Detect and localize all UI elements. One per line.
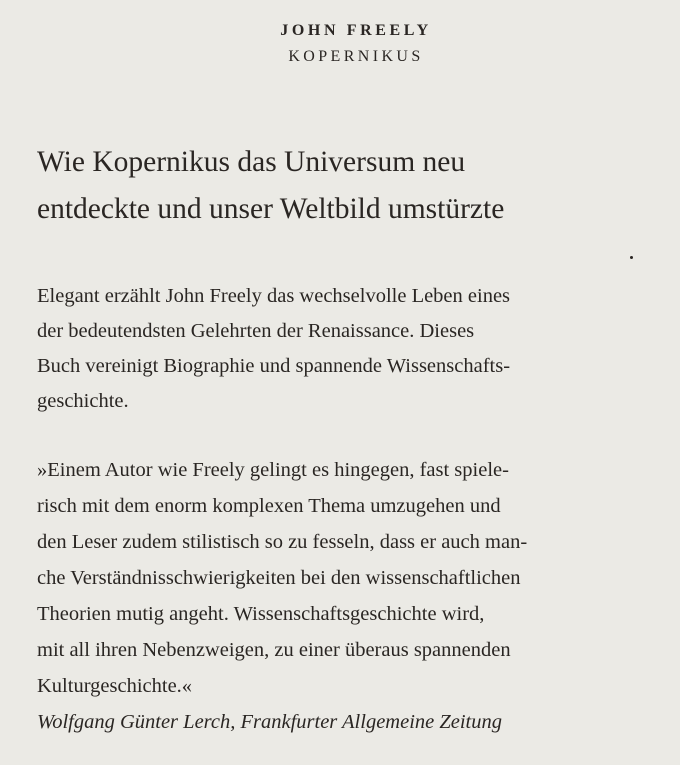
blurb-line: Buch vereinigt Biographie und spannende Wissenschafts- (37, 355, 511, 377)
blurb-line: geschichte. (37, 390, 129, 412)
subtitle-line: Wie Kopernikus das Universum neu (37, 146, 466, 178)
speck-dot (630, 256, 633, 259)
quote-line: risch mit dem enorm komplexen Thema umzugehen und (37, 495, 501, 517)
quote-line: che Verständnisschwierigkeiten bei den wissenschaftlichen (37, 567, 521, 589)
quote-line: »Einem Autor wie Freely gelingt es hingegen, fast spiele- (37, 459, 509, 481)
blurb-line: der bedeutendsten Gelehrten der Renaissance. Dieses (37, 320, 475, 342)
book-title: KOPERNIKUS (288, 48, 424, 65)
author-name: JOHN FREELY (280, 22, 432, 39)
subtitle-line: entdeckte und unser Weltbild umstürzte (37, 193, 505, 225)
quote-attribution: Wolfgang Günter Lerch, Frankfurter Allgemeine Zeitung (37, 711, 503, 733)
quote-line: mit all ihren Nebenzweigen, zu einer überaus spannenden (37, 639, 511, 661)
blurb-line: Elegant erzählt John Freely das wechselvolle Leben eines (37, 285, 511, 307)
quote-line: Kulturgeschichte.« (37, 675, 193, 697)
quote-line: Theorien mutig angeht. Wissenschaftsgeschichte wird, (37, 603, 485, 625)
quote-line: den Leser zudem stilistisch so zu fesseln, dass er auch man- (37, 531, 528, 553)
